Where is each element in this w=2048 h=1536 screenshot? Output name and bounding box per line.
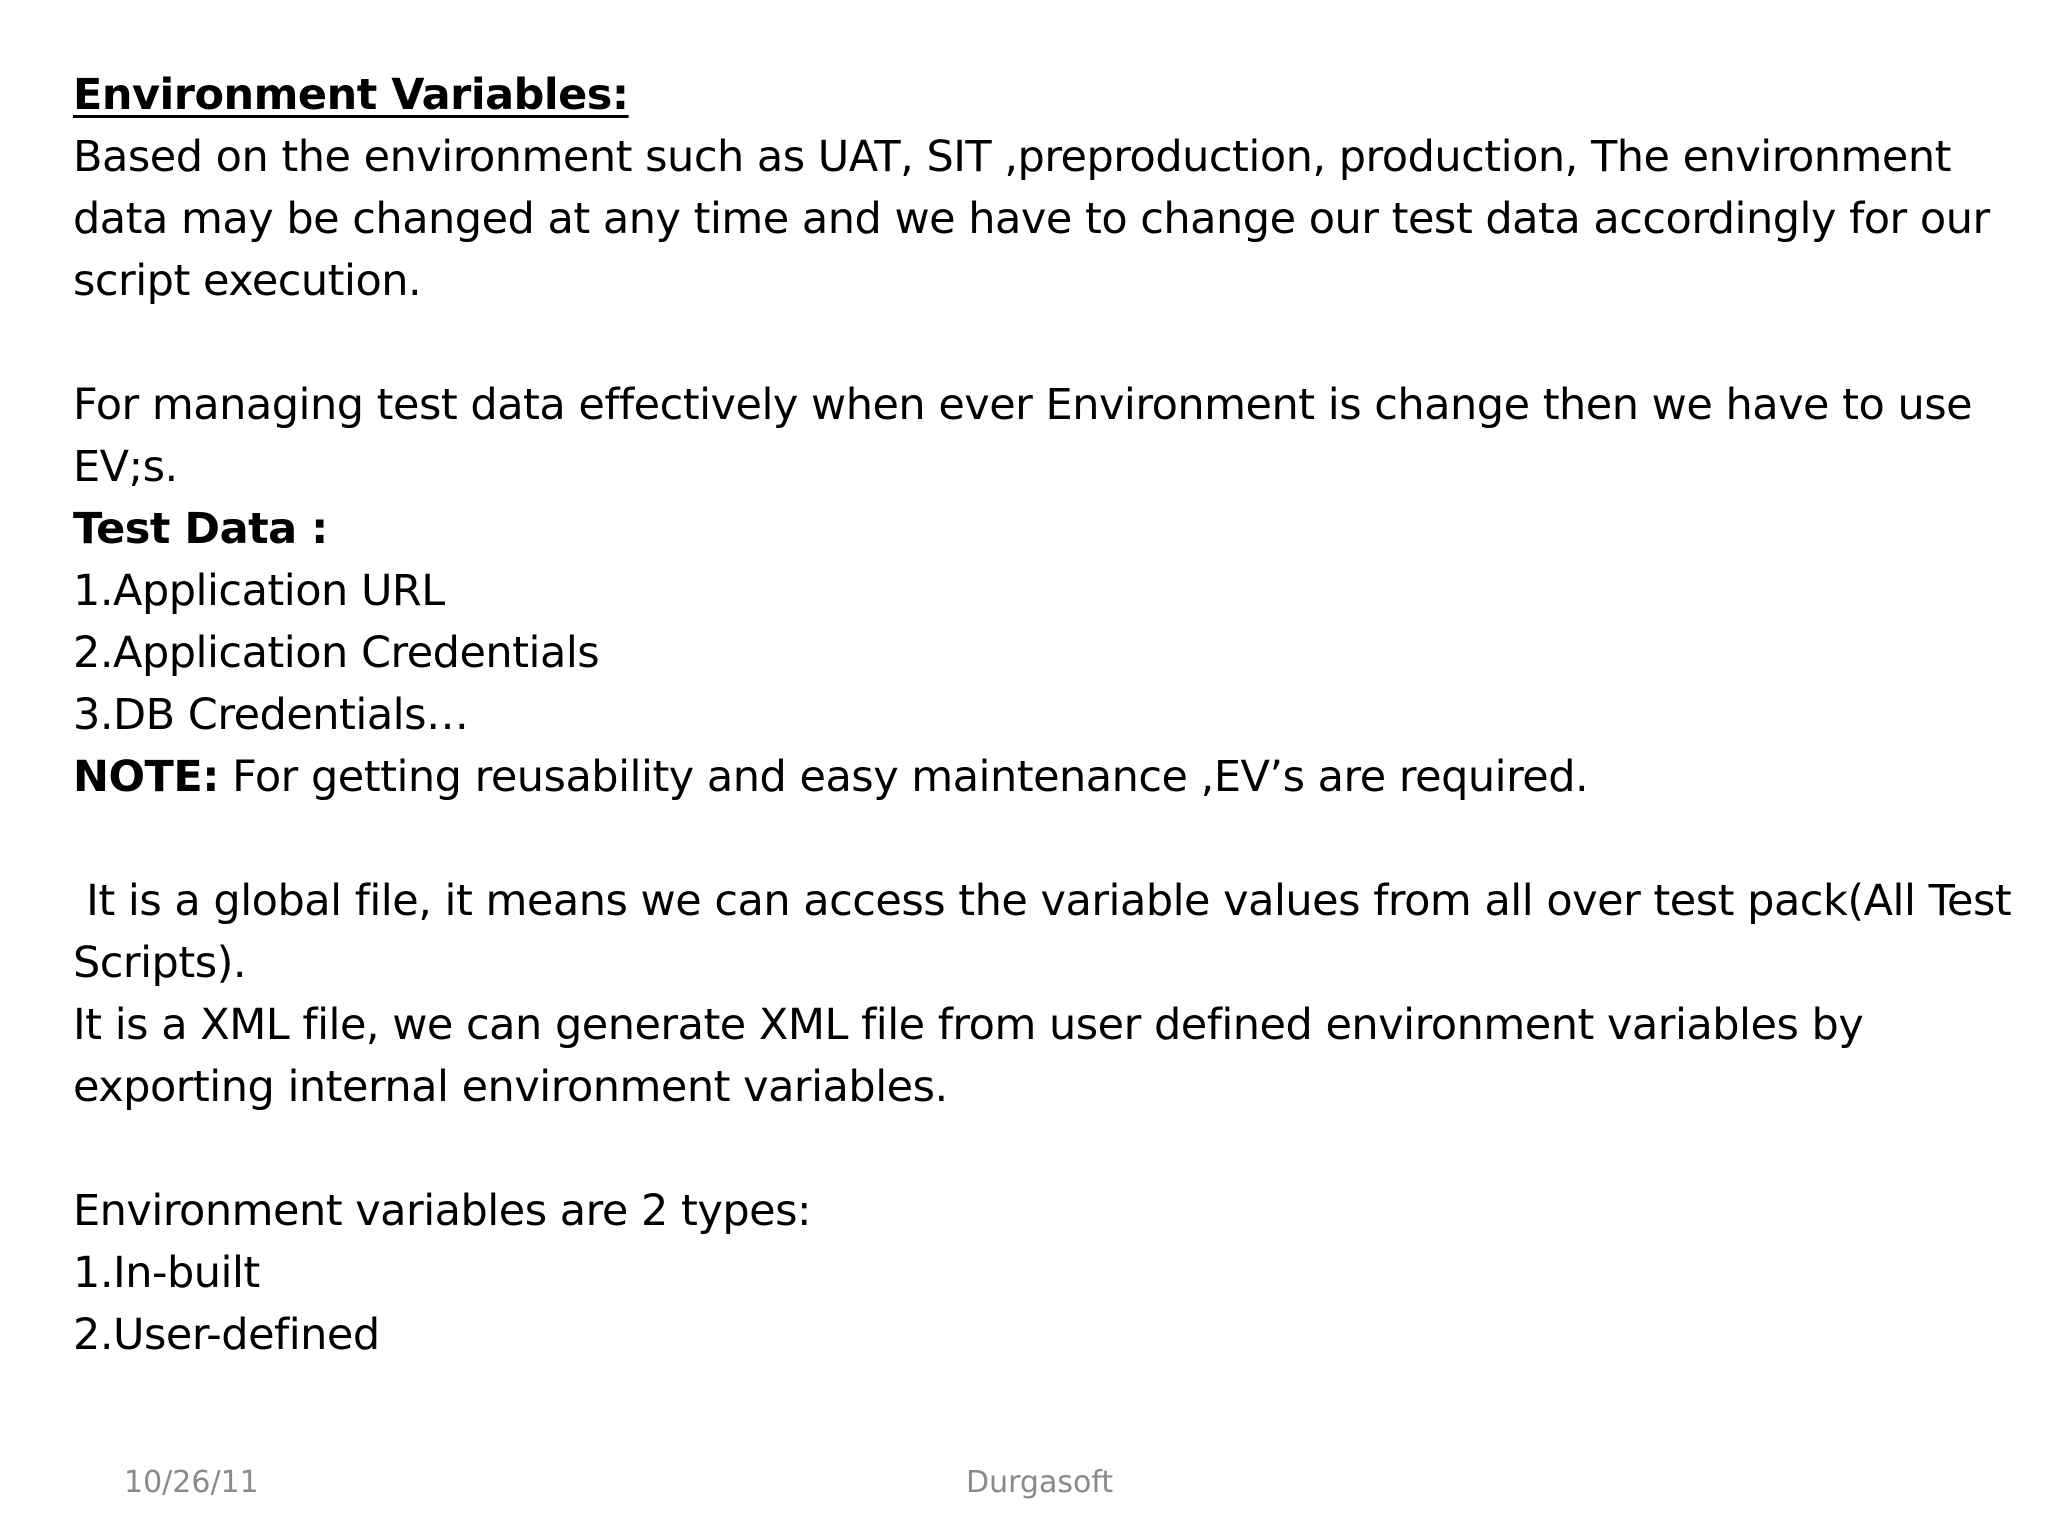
test-data-item: 2.Application Credentials [73, 628, 600, 678]
test-data-item: 3.DB Credentials… [73, 690, 469, 740]
footer-company: Durgasoft [966, 1465, 1114, 1500]
test-data-item: 1.Application URL [73, 566, 445, 616]
global-file-line: It is a global file, it means we can access the variable values from all over test pack(All Test [73, 876, 2012, 926]
blank-line [73, 312, 2033, 374]
global-file-line: Scripts). [73, 938, 247, 988]
blank-line [73, 808, 2033, 870]
types-item: 2.User-defined [73, 1310, 380, 1360]
types-heading: Environment variables are 2 types: [73, 1186, 811, 1236]
managing-line: EV;s. [73, 442, 178, 492]
xml-file-line: exporting internal environment variables. [73, 1062, 948, 1112]
intro-line: script execution. [73, 256, 422, 306]
note-label: NOTE: [73, 752, 219, 802]
footer-date: 10/26/11 [124, 1465, 259, 1500]
intro-line: data may be changed at any time and we have to change our test data accordingly for our [73, 194, 1990, 244]
page-title: Environment Variables: [73, 70, 629, 120]
note-line [73, 746, 2033, 808]
blank-line [73, 1118, 2033, 1180]
managing-line: For managing test data effectively when ever Environment is change then we have to use [73, 380, 1973, 430]
note-text: For getting reusability and easy maintenance ,EV’s are required. [218, 752, 1589, 802]
intro-line: Based on the environment such as UAT, SIT ,preproduction, production, The environment [73, 132, 1951, 182]
test-data-heading: Test Data : [73, 504, 328, 554]
xml-file-line: It is a XML file, we can generate XML file from user defined environment variables by [73, 1000, 1864, 1050]
slide-body [73, 64, 2033, 1366]
types-item: 1.In-built [73, 1248, 260, 1298]
